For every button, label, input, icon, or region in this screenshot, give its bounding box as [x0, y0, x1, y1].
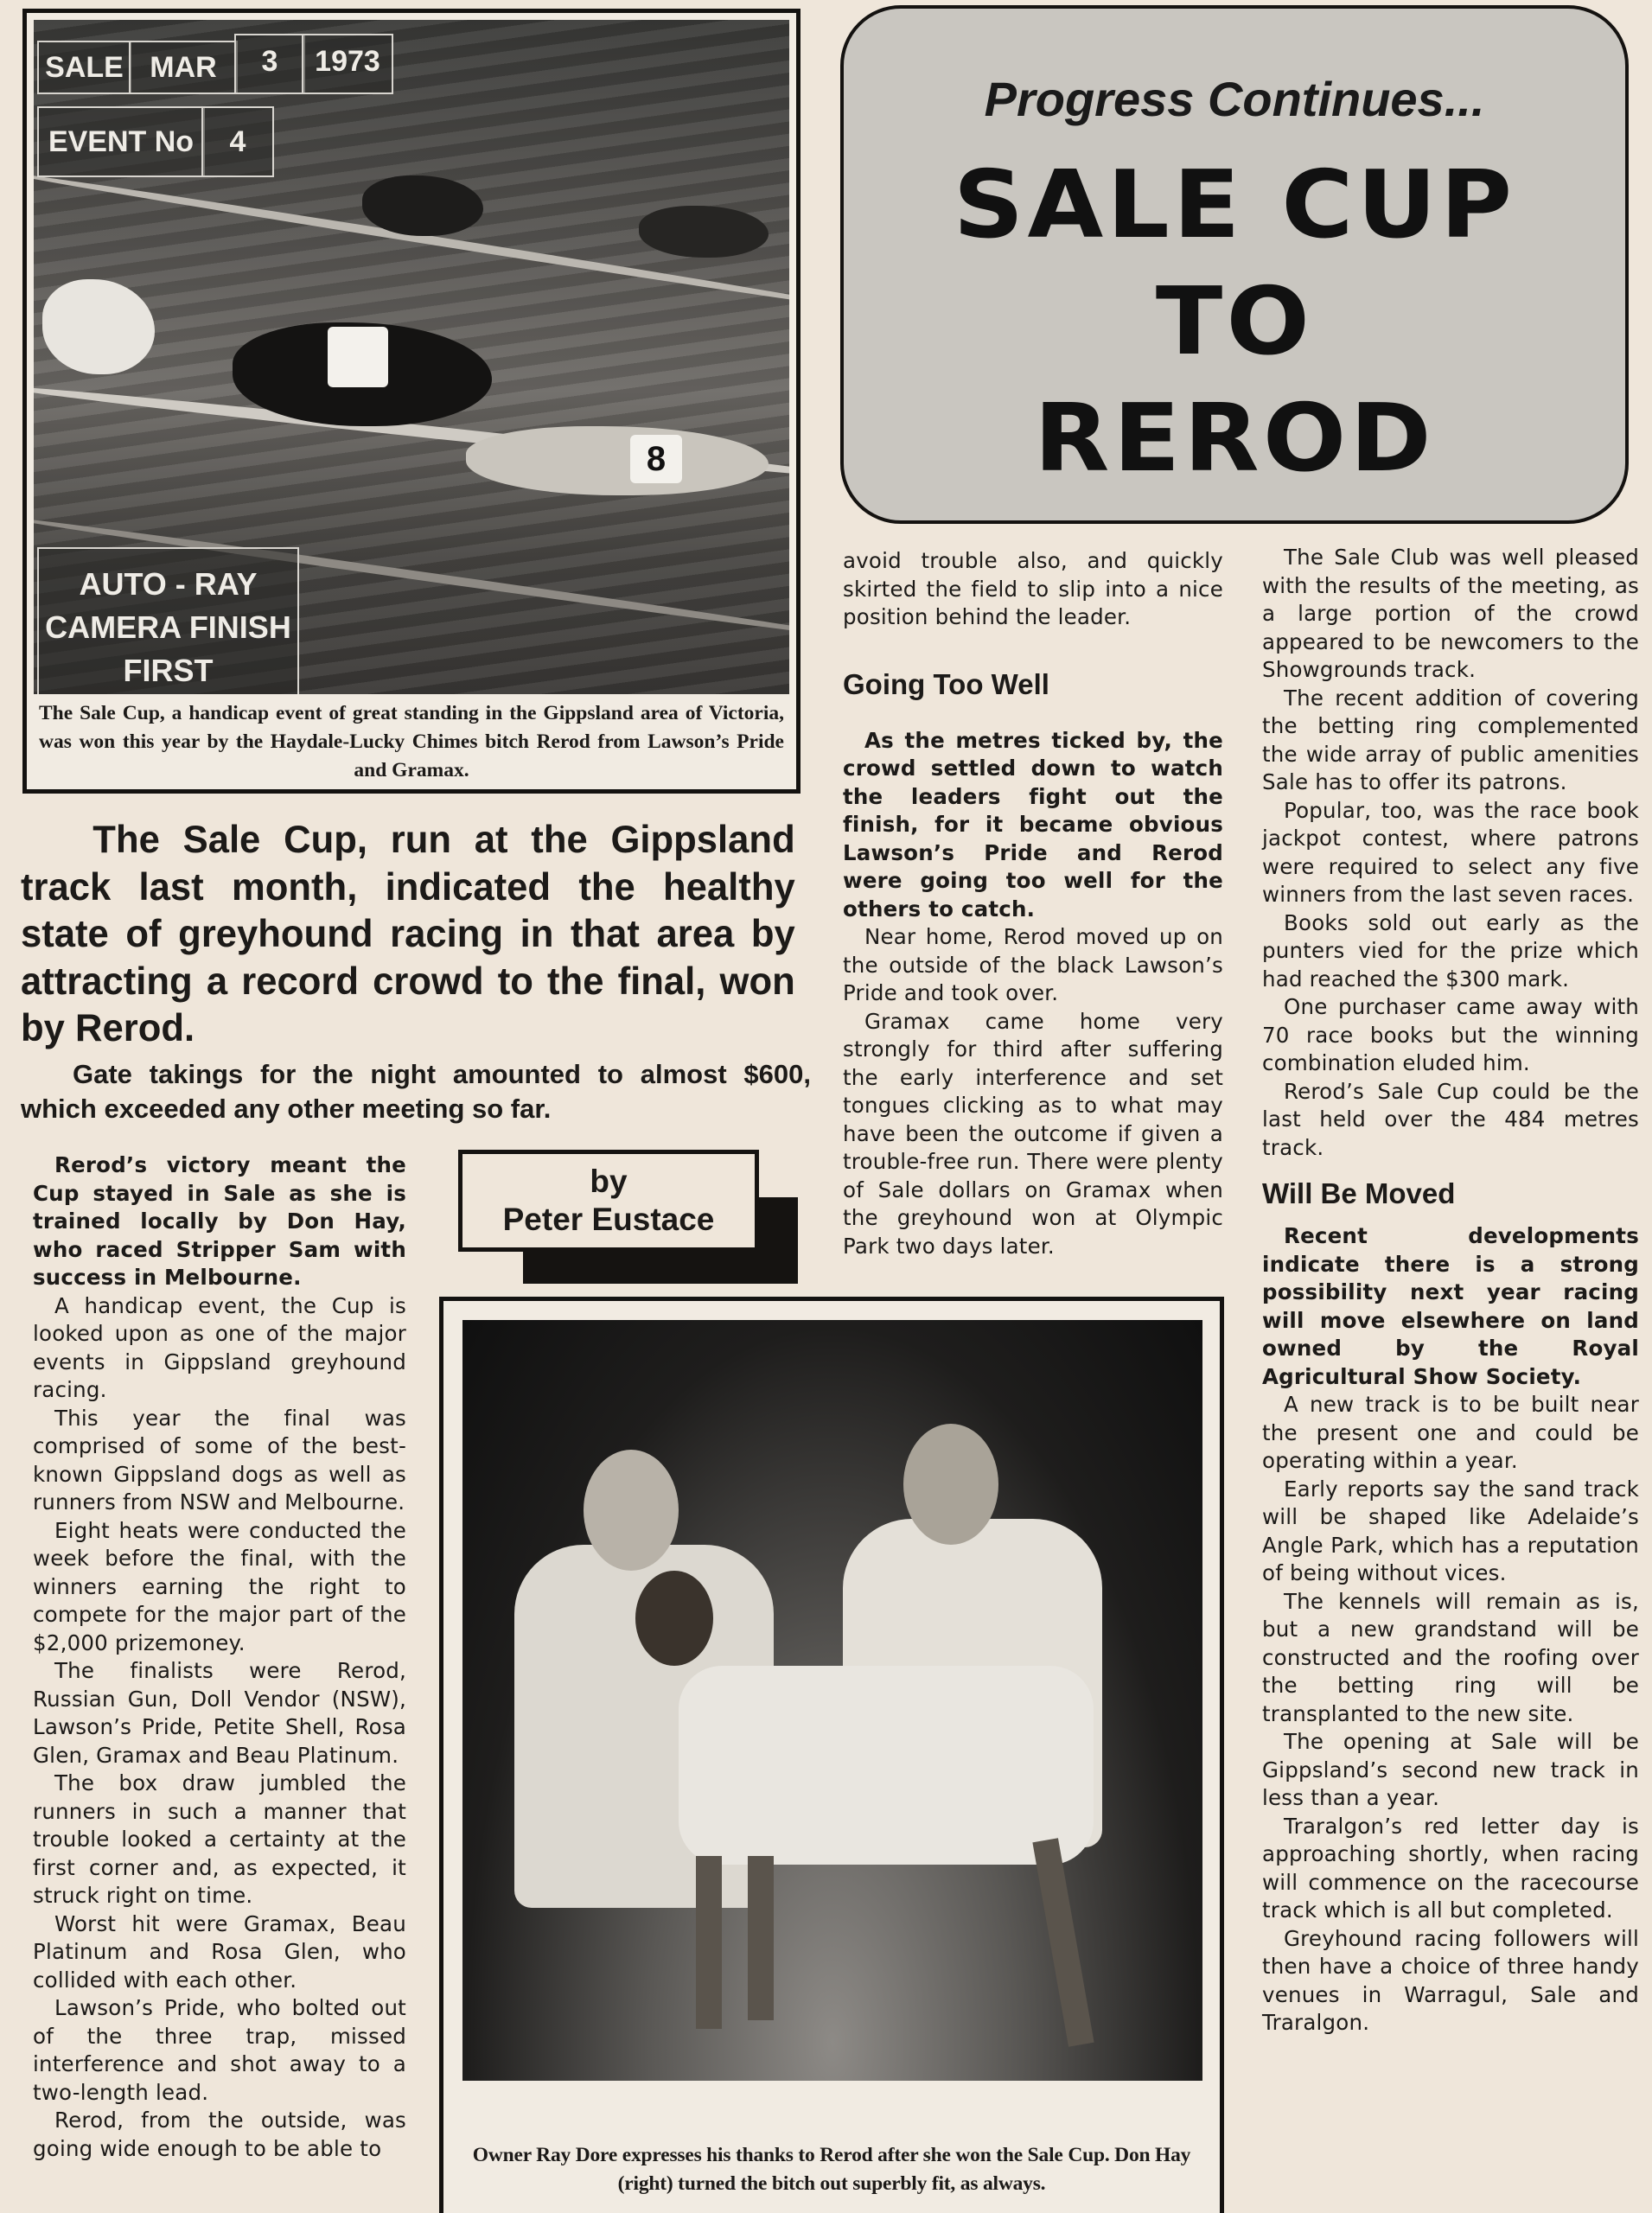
photo-caption: Owner Ray Dore expresses his thanks to Rerod after she won the Sale Cup. Don Hay (right) turned the bitch out superbly fit, as always.	[472, 2144, 1191, 2195]
paragraph: Lawson’s Pride, who bolted out of the three trap, missed interference and shot away to a two-length lead.	[33, 1995, 406, 2105]
paragraph: As the metres ticked by, the crowd settled down to watch the leaders fight out the finish, for it became obvious Lawson’s Pride and Rerod were going too well for the others to catch.	[843, 727, 1223, 922]
owner-trainer-photo	[439, 1297, 1224, 2213]
greyhound-leg	[748, 1856, 774, 2020]
byline-author: Peter Eustace	[502, 1202, 715, 1237]
paragraph: The Sale Club was well pleased with the results of the meeting, as a large portion of the crowd appeared to be newcomers to the Showgrounds track.	[1262, 545, 1639, 682]
greyhound-leg	[696, 1856, 722, 2029]
right-paragraphs-a	[1262, 544, 1639, 1162]
headline-line-1: SALE CUP	[953, 151, 1516, 259]
paragraph: Traralgon’s red letter day is approaching shortly, when racing will commence on the racecourse track which is all but completed.	[1262, 1813, 1639, 1923]
trainer-head	[903, 1424, 998, 1545]
photo-finish-image	[34, 20, 789, 694]
paragraph: The box draw jumbled the runners in such a manner that trouble looked a certainty at the first corner and, as expected, it struck right on time.	[33, 1770, 406, 1908]
greyhound-white	[42, 279, 155, 374]
owner-trainer-image	[462, 1320, 1202, 2081]
paragraph: Near home, Rerod moved up on the outside of the black Lawson’s Pride and took over.	[843, 924, 1223, 1005]
camera-line-1: AUTO - RAY	[79, 566, 258, 602]
camera-line-2: CAMERA FINISH	[45, 609, 291, 645]
article-lede: The Sale Cup, run at the Gippsland track last month, indicated the healthy state of greyhound racing in that area by attracting a record crowd to the final, won by Rerod.	[21, 819, 795, 1049]
rug-number	[328, 327, 388, 387]
column-right	[1262, 544, 1639, 2038]
paragraph: The finalists were Rerod, Russian Gun, Doll Vendor (NSW), Lawson’s Pride, Petite Shell, Rosa Glen, Gramax and Beau Platinum.	[33, 1658, 406, 1768]
paragraph-continuation: avoid trouble also, and quickly skirted the field to slip into a nice position behind the leader.	[843, 548, 1223, 629]
paragraph: Worst hit were Gramax, Beau Platinum and Rosa Glen, who collided with each other.	[33, 1910, 406, 1993]
paragraph: Rerod, from the outside, was going wide enough to be able to	[33, 2108, 406, 2161]
owner-head	[584, 1450, 679, 1571]
paragraph: Gramax came home very strongly for third after suffering the early interference and set tongues clicking as to what may have been the outcome if given a trouble-free run. There were plenty of Sale dollars on Gramax when the greyhound won at Olympic Park two days later.	[843, 1008, 1223, 1259]
greyhound-back-field	[362, 175, 483, 236]
paragraph: Recent developments indicate there is a strong possibility next year racing will move elsewhere on land owned by the Royal Agricultural Show Society.	[1262, 1223, 1639, 1389]
kicker: Progress Continues...	[984, 72, 1485, 126]
headline-line-2: TO	[1155, 268, 1314, 376]
paragraph: One purchaser came away with 70 race books but the winning combination eluded him.	[1262, 994, 1639, 1075]
greyhound-brindle	[466, 426, 769, 495]
headline-box	[840, 5, 1629, 524]
paragraph: Books sold out early as the punters vied for the prize which had reached the $300 mark.	[1262, 909, 1639, 992]
paragraph: This year the final was comprised of some of the best-known Gippsland dogs as well as runners from NSW and Melbourne.	[33, 1405, 406, 1515]
paragraph: A handicap event, the Cup is looked upon as one of the major events in Gippsland greyhound racing.	[33, 1292, 406, 1402]
scoreboard-event-label: EVENT No	[37, 106, 205, 177]
paragraph: Greyhound racing followers will then have a choice of three handy venues in Warragul, Sale and Traralgon.	[1262, 1925, 1639, 2035]
paragraph: Eight heats were conducted the week before the final, with the winners earning the right to compete for the major part of the $2,000 prizemoney.	[33, 1517, 406, 1655]
scoreboard-month: MAR	[129, 41, 238, 94]
camera-line-3: FIRST	[123, 653, 214, 688]
right-paragraphs-b	[1262, 1222, 1639, 2038]
subhead-will-be-moved: Will Be Moved	[1262, 1177, 1456, 1209]
scoreboard-day: 3	[234, 34, 305, 94]
paragraph: A new track is to be built near the present one and could be operating within a year.	[1262, 1392, 1639, 1473]
headline-line-3: REROD	[1034, 385, 1435, 493]
column-middle	[843, 547, 1223, 1260]
paragraph: Early reports say the sand track will be shaped like Adelaide’s Angle Park, which has a reputation of being without vices.	[1262, 1476, 1639, 1585]
greyhound-rug	[679, 1666, 1094, 1865]
greyhound-back-field	[639, 206, 769, 258]
paragraph: Popular, too, was the race book jackpot contest, where patrons were required to select any five winners from the last seven races.	[1262, 797, 1639, 907]
subhead-going-too-well: Going Too Well	[843, 667, 1049, 700]
paragraph: The recent addition of covering the betting ring complemented the wide array of public amenities Sale has to offer its patrons.	[1262, 685, 1639, 794]
photo-caption: The Sale Cup, a handicap event of great standing in the Gippsland area of Victoria, was won this year by the Haydale-Lucky Chimes bitch Rerod from Lawson’s Pride and Gramax.	[39, 702, 784, 781]
rug-number-8: 8	[630, 435, 682, 483]
greyhound-head	[635, 1571, 713, 1666]
paragraph: Rerod’s victory meant the Cup stayed in Sale as she is trained locally by Don Hay, who raced Stripper Sam with success in Melbourne.	[33, 1152, 406, 1290]
scoreboard-event-number: 4	[201, 106, 274, 177]
article-sublede: Gate takings for the night amounted to almost $600, which exceeded any other meeting so far.	[21, 1059, 811, 1124]
paragraph: The kennels will remain as is, but a new grandstand will be constructed and the roofing over the betting ring will be transplanted to the new site.	[1262, 1588, 1639, 1726]
camera-finish-board	[37, 547, 299, 694]
column-left	[33, 1151, 406, 2163]
greyhound-leg	[1032, 1838, 1094, 2047]
paragraph: Rerod’s Sale Cup could be the last held over the 484 metres track.	[1262, 1078, 1639, 1160]
byline-prefix: by	[590, 1164, 628, 1199]
photo-finish-photo	[22, 9, 800, 794]
scoreboard-venue: SALE	[37, 41, 131, 94]
paragraph: The opening at Sale will be Gippsland’s second new track in less than a year.	[1262, 1729, 1639, 1810]
scoreboard-year: 1973	[302, 34, 393, 94]
middle-paragraphs	[843, 727, 1223, 1261]
byline	[458, 1150, 759, 1252]
